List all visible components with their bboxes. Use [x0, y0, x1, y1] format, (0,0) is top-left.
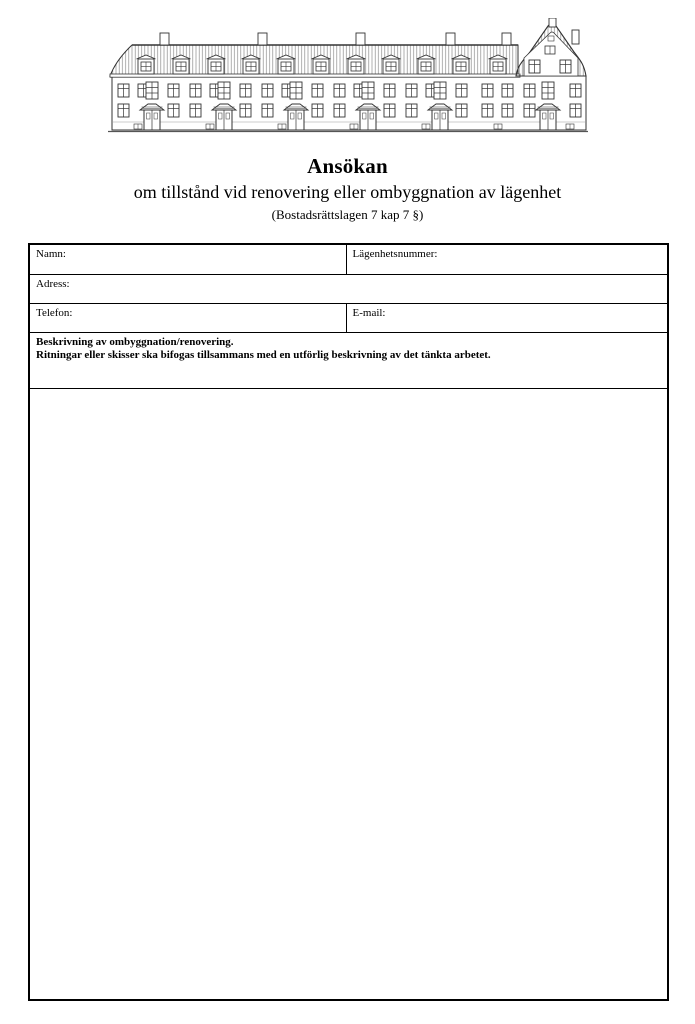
name-label: Namn: [36, 248, 66, 260]
form-row-name-apartment [29, 244, 668, 274]
email-label: E-mail: [352, 306, 386, 319]
address-field-cell [29, 274, 668, 303]
building-elevation-icon [108, 18, 588, 136]
form-row-address [29, 274, 668, 303]
phone-field-cell [29, 303, 346, 332]
building-illustration [0, 0, 695, 141]
form-row-phone-email [29, 303, 668, 332]
description-heading: Beskrivning av ombyggnation/renovering. [36, 335, 234, 348]
address-label: Adress: [36, 277, 70, 290]
law-reference: (Bostadsrättslagen 7 kap 7 §) [271, 207, 424, 222]
page-title: Ansökan [307, 154, 388, 178]
application-form-table [28, 243, 669, 1001]
apartment-number-label: Lägenhetsnummer: [352, 248, 438, 260]
phone-label: Telefon: [36, 306, 73, 319]
description-writing-area [29, 388, 668, 1000]
description-header-cell [29, 332, 668, 388]
email-field-cell [346, 303, 668, 332]
description-instruction: Ritningar eller skisser ska bifogas tillsammans med en utförlig beskrivning av det tänkta arbetet. [36, 349, 491, 362]
page-subtitle: om tillstånd vid renovering eller ombyggnation av lägenhet [133, 182, 562, 202]
form-row-description-area [29, 388, 668, 1000]
name-field-cell [29, 244, 346, 274]
apartment-number-field-cell [346, 244, 668, 274]
form-row-description-header [29, 332, 668, 388]
